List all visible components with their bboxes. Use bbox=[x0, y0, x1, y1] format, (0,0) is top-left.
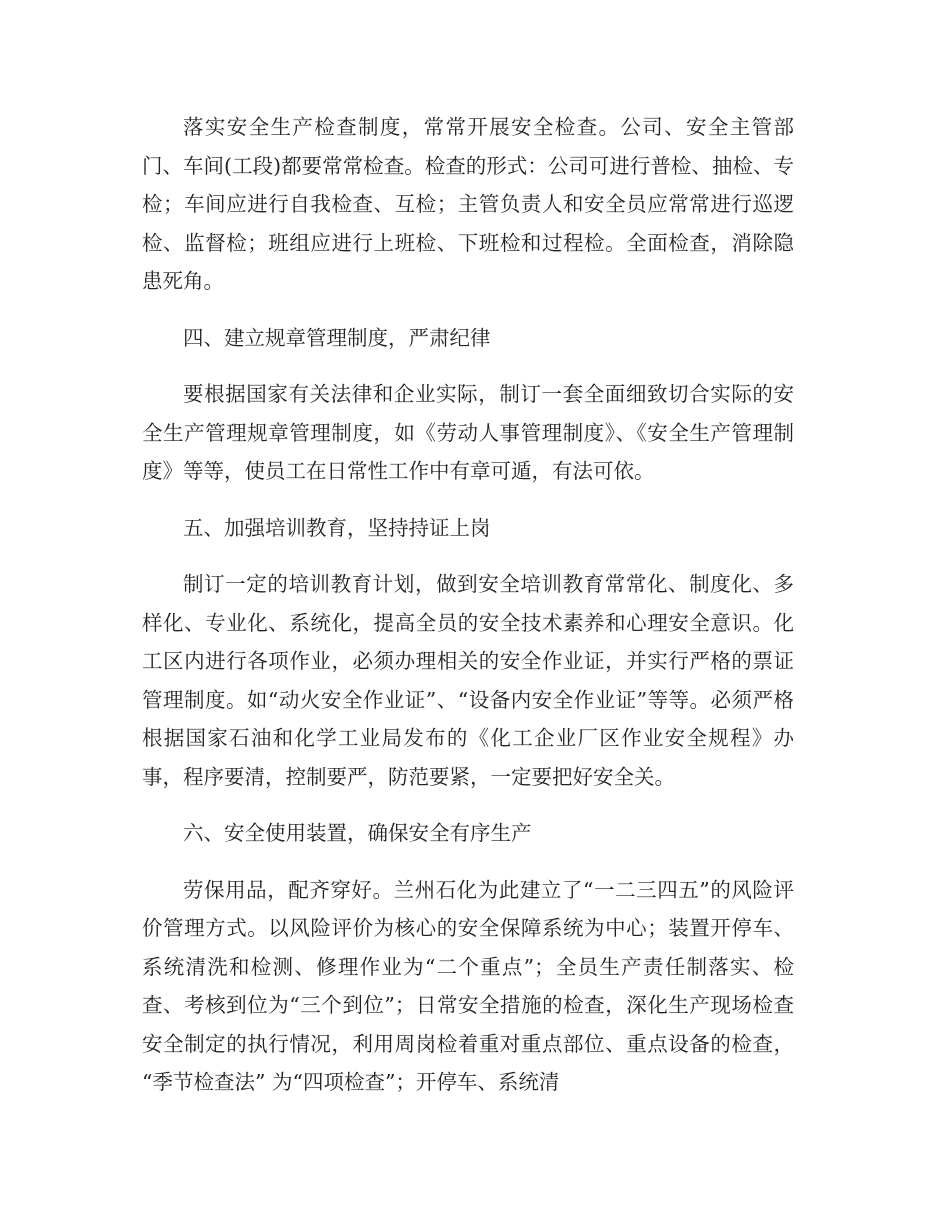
section-heading-5: 五、加强培训教育，坚持持证上岗 bbox=[183, 515, 491, 540]
paragraph-training: 制订一定的培训教育计划，做到安全培训教育常常化、制度化、多样化、专业化、系统化，提高全员的安全技术素养和心理安全意识。化工区内进行各项作业，必须办理相关的安全作业证，并实行严格的票证管理制度。如“动火安全作业证”、“设备内安全作业证”等等。必须严格根据国家石油和化学工业局发布的《化工企业厂区作业安全规程》办事，程序要清，控制要严，防范要紧，一定要把好安全关。 bbox=[142, 572, 794, 789]
paragraph-protective-equipment: 劳保用品，配齐穿好。兰州石化为此建立了“一二三四五”的风险评价管理方式。以风险评价为核心的安全保障系统为中心；装置开停车、系统清洗和检测、修理作业为“二个重点”；全员生产责任制落实、检查、考核到位为“三个到位”；日常安全措施的检查，深化生产现场检查安全制定的执行情况，利用周岗检着重对重点部位、重点设备的检查， “季节检查法” 为“四项检查”；开停车、系统清 bbox=[142, 877, 794, 1094]
paragraph-safety-inspection: 落实安全生产检查制度，常常开展安全检查。公司、安全主管部门、车间(工段)都要常常检查。检查的形式：公司可进行普检、抽检、专检；车间应进行自我检查、互检；主管负责人和安全员应常常进行巡逻检、监督检；班组应进行上班检、下班检和过程检。全面检查，消除隐患死角。 bbox=[142, 115, 794, 293]
paragraph-regulations: 要根据国家有关法律和企业实际，制订一套全面细致切合实际的安全生产管理规章管理制度，如《劳动人事管理制度》、《安全生产管理制度》等等，使员工在日常性工作中有章可遁，有法可依。 bbox=[142, 382, 794, 483]
document-page bbox=[142, 108, 794, 1120]
section-heading-6: 六、安全使用装置，确保安全有序生产 bbox=[183, 821, 532, 845]
section-heading-4: 四、建立规章管理制度，严肃纪律 bbox=[183, 325, 491, 350]
